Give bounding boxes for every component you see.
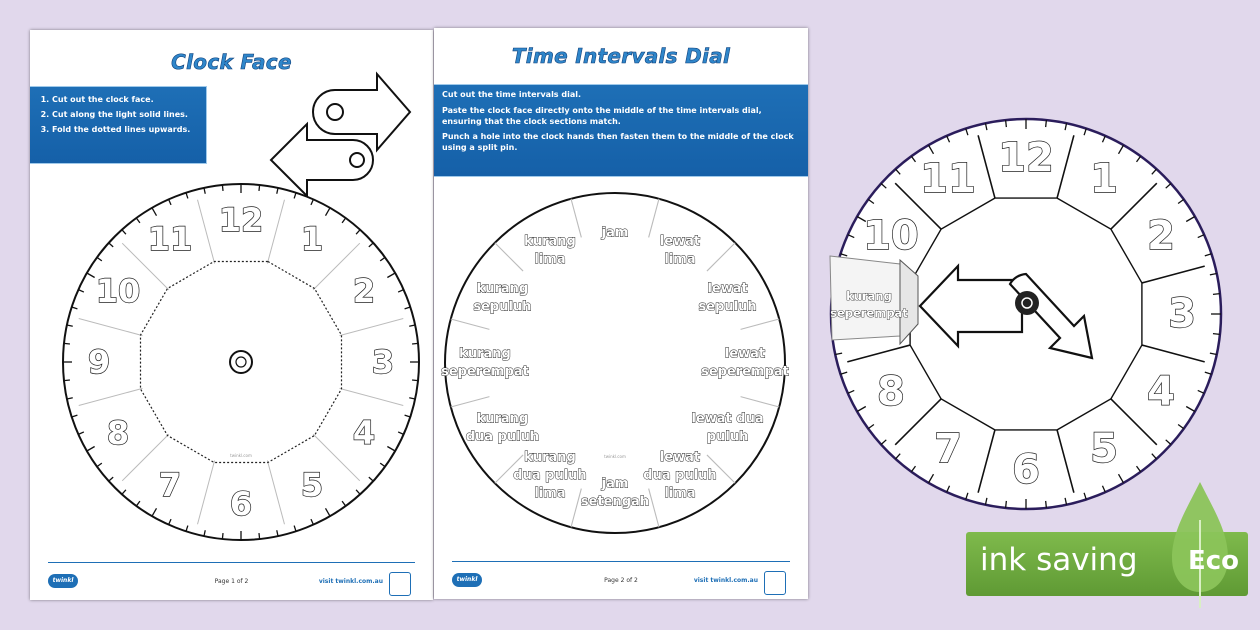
minute-tick [1006,501,1007,508]
time-intervals-dial [434,178,800,548]
dial-label: jam [601,225,629,241]
page-title: Time Intervals Dial [511,44,731,68]
clock-number: 6 [229,485,253,523]
clock-number: 5 [1090,426,1118,473]
clock-number: 8 [106,414,130,452]
cut-out-arrows [265,68,415,198]
minute-tick [222,533,223,539]
instructions-box [434,85,808,176]
quality-badge [389,572,411,596]
instruction-item: Cut out the time intervals dial. [442,90,582,99]
dial-label: sepuluh [698,299,757,315]
dial-label: seperempat [441,364,529,380]
dial-label: puluh [706,429,749,445]
dial-label: kurang [524,233,576,249]
minute-tick [64,343,70,344]
eco-badge [966,532,1248,596]
minute-tick [1213,334,1220,335]
tab-label: seperempat [830,306,908,320]
dial-label: kurang [476,281,529,297]
dial-label: lima [664,251,696,267]
clock-number: 10 [863,213,919,259]
clock-number: 6 [1012,447,1040,493]
clock-number: 8 [876,369,905,415]
clock-number: 3 [371,343,395,381]
dial-label: lewat [659,450,701,466]
dial-label: lewat [707,281,748,297]
instruction-item: Paste the clock face directly onto the middle of the time intervals dial, ensuring that the clock sections match. [442,105,762,126]
dial-label: dua puluh [465,429,540,445]
clock-number: 12 [218,201,264,239]
minute-tick [1046,501,1047,508]
minute-tick [1046,120,1047,127]
instruction-item: Punch a hole into the clock hands then fasten them to the middle of the clock using a split pin. [442,132,794,153]
watermark: twinkl.com [604,454,626,459]
tab-label: kurang [846,289,892,303]
split-pin-icon [1015,291,1039,315]
page-footer [30,560,433,600]
dial-label: kurang [459,346,511,362]
quality-badge [764,571,786,595]
clock-number: 12 [998,135,1054,181]
visit-link: visit twinkl.com.au [693,577,758,584]
assembled-clock-preview [822,110,1230,518]
clock-number: 5 [300,465,324,504]
instruction-item: 3. Fold the dotted lines upwards. [52,126,206,135]
clock-number: 2 [1147,213,1176,259]
dial-label: lima [664,486,696,502]
centre-hole [230,351,252,373]
dial-label: lewat [724,346,766,362]
minute-tick [1006,120,1007,127]
twinkl-logo: twinkl [48,574,78,588]
page-title: Clock Face [171,50,292,74]
clock-number: 9 [87,343,111,381]
minute-tick [412,380,418,381]
clock-number: 1 [1090,155,1118,202]
instructions-box [30,87,206,163]
dial-label: kurang [524,450,576,466]
eco-badge-word: Eco [1188,546,1240,576]
leaf-icon [1170,480,1230,610]
dial-label: kurang [476,411,529,427]
dial-label: lewat dua [691,411,764,427]
clock-number: 7 [158,465,182,504]
dial-label: dua puluh [513,468,587,484]
page-footer [434,559,808,599]
minute-tick [64,380,70,381]
clock-number: 2 [352,272,376,310]
worksheet-page-1 [30,30,433,600]
visit-link: visit twinkl.com.au [318,578,383,585]
eco-badge-text: ink saving [980,542,1138,578]
clock-number: 3 [1168,291,1196,337]
dial-label: jam [601,476,629,492]
page-number: Page 1 of 2 [214,578,249,585]
minute-tick [412,343,418,344]
instruction-item: 1. Cut out the clock face. [52,96,206,105]
minute-tick [1213,294,1220,295]
instruction-item: 2. Cut along the light solid lines. [52,111,206,120]
twinkl-logo: twinkl [452,573,482,587]
minute-tick [259,185,260,191]
clock-number: 1 [300,220,324,259]
dial-label: lima [534,486,566,502]
clock-number: 4 [352,414,376,452]
dial-label: lewat [659,233,701,249]
clock-number: 11 [920,155,976,202]
clock-number: 4 [1147,369,1176,415]
page-number: Page 2 of 2 [604,577,638,584]
watermark: twinkl.com [230,453,252,458]
minute-tick [259,533,260,539]
worksheet-page-2 [434,28,808,599]
dial-label: sepuluh [473,299,532,315]
dial-label: lima [534,251,566,267]
clock-face [61,182,421,542]
minute-tick [222,185,223,191]
clock-number: 7 [934,426,962,473]
dial-label: setengah [580,494,650,510]
clock-number: 11 [147,220,193,259]
clock-number: 10 [95,272,141,310]
dial-label: seperempat [701,364,789,380]
dial-label: dua puluh [643,468,717,484]
